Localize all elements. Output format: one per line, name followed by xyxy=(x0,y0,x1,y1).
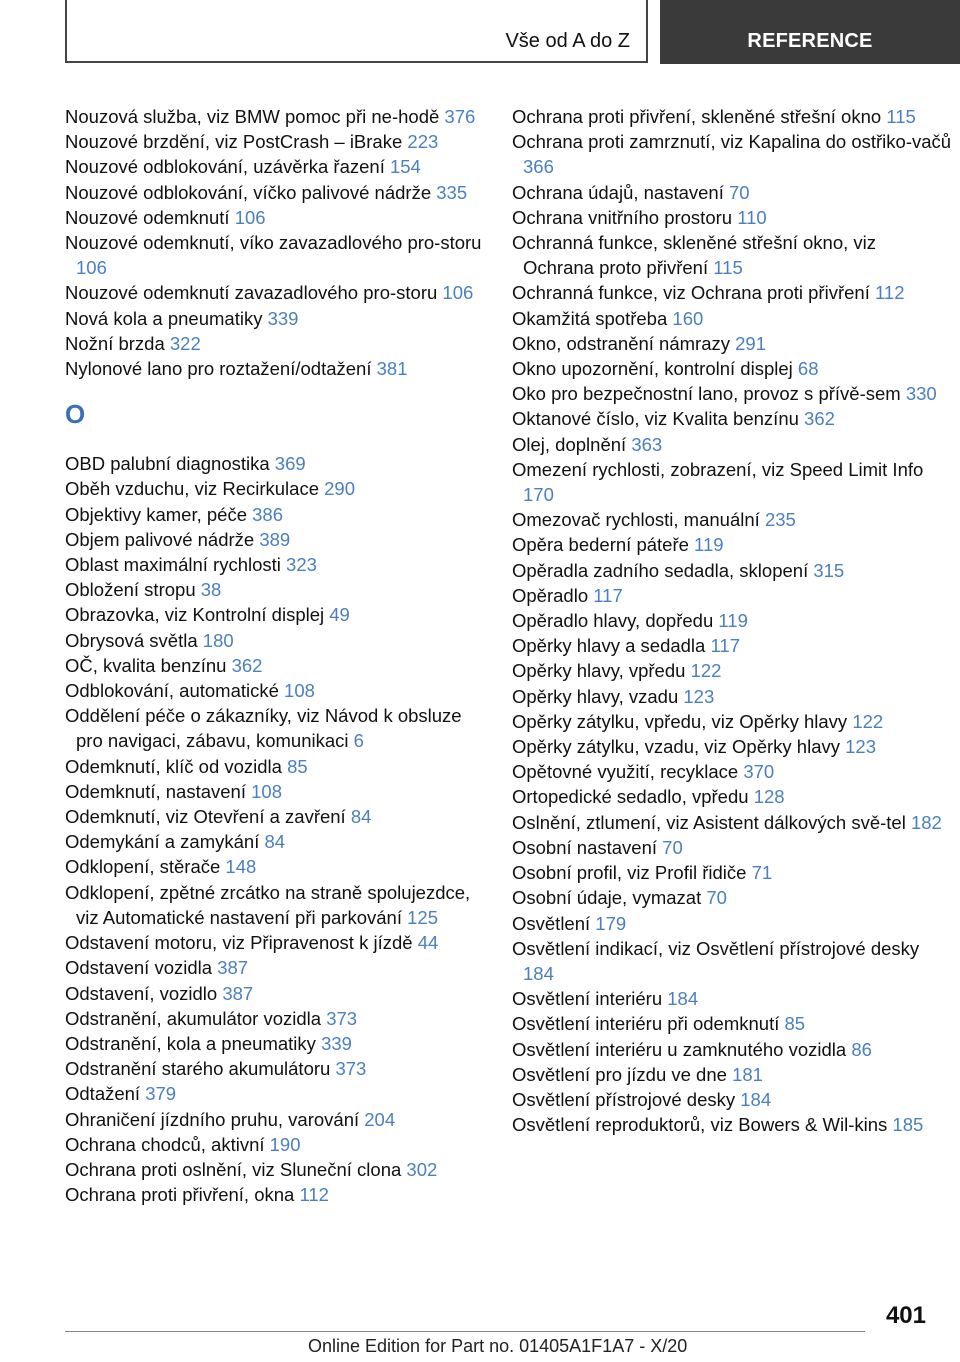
index-entry xyxy=(512,457,952,507)
index-entry xyxy=(65,1182,490,1207)
index-entry xyxy=(512,558,952,583)
index-entry xyxy=(512,986,952,1011)
index-entry-page-link[interactable]: 154 xyxy=(389,156,421,178)
index-entry xyxy=(65,930,490,955)
index-entry xyxy=(512,784,952,809)
index-entry-page-link[interactable]: 122 xyxy=(690,660,722,682)
index-entry-page-link[interactable]: 84 xyxy=(264,831,286,853)
index-entry-term: Odklopení, zpětné zrcátko na straně spolujezdce, viz Automatické nastavení při parkování xyxy=(65,881,471,928)
index-entry-term: Odblokování, automatické xyxy=(65,680,279,702)
index-entry xyxy=(65,1056,490,1081)
index-entry xyxy=(65,1006,490,1031)
index-entry-page-link[interactable]: 49 xyxy=(329,604,350,626)
index-entry xyxy=(65,1107,490,1132)
index-entry xyxy=(512,406,952,431)
index-entry-page-link[interactable]: 322 xyxy=(169,332,201,354)
index-entry-term: Oběh vzduchu, viz Recirkulace xyxy=(65,478,319,500)
index-entry-page-link[interactable]: 190 xyxy=(269,1133,301,1155)
index-entry-page-link[interactable]: 179 xyxy=(595,912,627,934)
index-entry-term: OČ, kvalita benzínu xyxy=(65,654,227,676)
footer-divider xyxy=(65,1331,865,1332)
index-entry-term: Ochrana proti přivření, skleněné střešní okno xyxy=(512,106,882,127)
index-entry-term: Osvětlení interiéru xyxy=(512,988,663,1010)
index-entry-page-link[interactable]: 115 xyxy=(886,106,916,127)
index-entry-page-link[interactable]: 108 xyxy=(251,780,283,802)
index-entry-page-link[interactable]: 184 xyxy=(740,1088,772,1110)
index-entry xyxy=(65,1081,490,1106)
index-entry-page-link[interactable]: 6 xyxy=(353,730,364,752)
header-section-box xyxy=(65,0,648,63)
index-entry xyxy=(65,829,490,854)
index-entry-page-link[interactable]: 85 xyxy=(287,755,308,777)
index-entry-page-link[interactable]: 339 xyxy=(321,1032,352,1054)
index-entry xyxy=(65,577,490,602)
index-entry-page-link[interactable]: 185 xyxy=(892,1114,924,1136)
index-entry-term: Osvětlení xyxy=(512,912,591,934)
index-entry-term: Opěrky zátylku, vpředu, viz Opěrky hlavy xyxy=(512,710,848,732)
index-entry-term: Ochrana proti přivření, okna xyxy=(65,1184,295,1206)
index-entry-term: Obrysová světla xyxy=(65,629,198,651)
index-entry-term: Nouzové odemknutí, víko zavazadlového pro-storu xyxy=(65,232,482,254)
index-entry xyxy=(512,356,952,381)
index-entry-page-link[interactable]: 106 xyxy=(234,206,266,228)
index-entry xyxy=(65,502,490,527)
index-entry-term: Opěra bederní páteře xyxy=(512,534,689,556)
index-entry-page-link[interactable]: 290 xyxy=(324,478,355,500)
index-entry xyxy=(512,381,952,406)
index-entry-page-link[interactable]: 84 xyxy=(350,806,372,828)
index-entry xyxy=(512,1011,952,1036)
index-entry-term: Odstranění, kola a pneumatiky xyxy=(65,1032,316,1054)
index-entry xyxy=(65,1031,490,1056)
index-entry xyxy=(65,331,490,356)
index-entry-page-link[interactable]: 315 xyxy=(813,559,845,581)
index-entry-page-link[interactable]: 339 xyxy=(267,307,299,329)
index-entry-page-link[interactable]: 112 xyxy=(299,1184,329,1206)
index-entry xyxy=(512,129,952,179)
index-entry xyxy=(512,507,952,532)
index-entry-page-link[interactable]: 128 xyxy=(753,786,785,808)
index-column-right xyxy=(512,104,952,1137)
index-entry xyxy=(65,306,490,331)
index-entry-page-link[interactable]: 70 xyxy=(729,181,750,203)
index-entry xyxy=(512,709,952,734)
index-entry xyxy=(512,180,952,205)
index-entry xyxy=(512,532,952,557)
index-entry-page-link[interactable]: 223 xyxy=(407,131,439,153)
index-entry-term: Okamžitá spotřeba xyxy=(512,307,668,329)
index-entry-term: Oko pro bezpečnostní lano, provoz s přívě-sem xyxy=(512,383,901,405)
index-entry xyxy=(65,527,490,552)
index-entry xyxy=(512,835,952,860)
index-entry-term: OBD palubní diagnostika xyxy=(65,453,270,475)
index-entry-page-link[interactable]: 86 xyxy=(851,1038,872,1060)
index-entry-term: Nouzové odemknutí zavazadlového pro-storu xyxy=(65,282,438,304)
index-entry xyxy=(512,810,952,835)
index-entry-page-link[interactable]: 180 xyxy=(202,629,234,651)
index-entry-page-link[interactable]: 369 xyxy=(274,453,306,475)
index-entry-term: Nouzová služba, viz BMW pomoc při ne-hodě xyxy=(65,106,440,127)
index-entry-page-link[interactable]: 387 xyxy=(222,982,254,1004)
index-entry-page-link[interactable]: 110 xyxy=(737,206,767,228)
index-entry-term: Obložení stropu xyxy=(65,579,196,601)
index-entry-page-link[interactable]: 379 xyxy=(145,1083,177,1105)
index-entry-page-link[interactable]: 373 xyxy=(326,1007,358,1029)
index-entry xyxy=(512,1112,952,1137)
index-entry-term: Oktanové číslo, viz Kvalita benzínu xyxy=(512,408,799,430)
index-entry-page-link[interactable]: 160 xyxy=(672,307,704,329)
index-entry-page-link[interactable]: 44 xyxy=(417,932,439,954)
index-entry xyxy=(65,476,490,501)
index-entry-term: Odstavení motoru, viz Připravenost k jízdě xyxy=(65,932,413,954)
index-entry-page-link[interactable]: 235 xyxy=(764,509,796,531)
index-entry-term: Odemknutí, viz Otevření a zavření xyxy=(65,806,346,828)
index-column-left xyxy=(65,104,490,1207)
index-entry xyxy=(512,205,952,230)
index-entry xyxy=(65,104,490,129)
index-entry-page-link[interactable]: 85 xyxy=(784,1013,806,1035)
index-entry xyxy=(512,759,952,784)
index-entry-term: Opěrky hlavy a sedadla xyxy=(512,635,706,657)
index-entry-term: Olej, doplnění xyxy=(512,433,627,455)
index-entry-term: Nová kola a pneumatiky xyxy=(65,307,263,329)
index-entry-term: Ochrana proti oslnění, viz Sluneční clona xyxy=(65,1158,402,1180)
index-entry xyxy=(65,703,490,753)
index-entry-term: Osobní údaje, vymazat xyxy=(512,887,702,909)
index-entry-page-link[interactable]: 181 xyxy=(732,1063,763,1085)
index-entry-term: Odstavení vozidla xyxy=(65,957,213,979)
index-entry-page-link[interactable]: 182 xyxy=(910,811,942,833)
index-entry-term: Osvětlení reproduktorů, viz Bowers & Wil-kins xyxy=(512,1114,888,1136)
index-entry xyxy=(65,230,490,280)
index-entry-term: Objem palivové nádrže xyxy=(65,528,255,550)
index-entry xyxy=(65,854,490,879)
index-entry-page-link[interactable]: 381 xyxy=(376,358,408,380)
index-entry-term: Osvětlení pro jízdu ve dne xyxy=(512,1063,727,1085)
index-entry-page-link[interactable]: 148 xyxy=(225,856,257,878)
index-entry xyxy=(512,633,952,658)
index-entry xyxy=(65,602,490,627)
index-entry-page-link[interactable]: 170 xyxy=(523,484,554,506)
index-entry-term: Opěrky zátylku, vzadu, viz Opěrky hlavy xyxy=(512,736,840,758)
index-entry-page-link[interactable]: 123 xyxy=(683,685,715,707)
index-entry-term: Oblast maximální rychlosti xyxy=(65,554,281,576)
index-entry-term: Oslnění, ztlumení, viz Asistent dálkových svě-tel xyxy=(512,811,906,833)
index-entry xyxy=(65,779,490,804)
index-entry-term: Opěrky hlavy, vpředu xyxy=(512,660,686,682)
index-entry xyxy=(65,451,490,476)
index-entry-term: Ohraničení jízdního pruhu, varování xyxy=(65,1108,360,1130)
index-entry-page-link[interactable]: 108 xyxy=(284,680,315,702)
index-section-letter: O xyxy=(65,399,86,430)
index-entry xyxy=(512,230,952,280)
index-entry-term: Odstranění starého akumulátoru xyxy=(65,1058,331,1080)
index-entry xyxy=(512,1037,952,1062)
index-entry xyxy=(512,306,952,331)
index-entry xyxy=(512,658,952,683)
header-section-title: Vše od A do Z xyxy=(505,30,630,52)
index-entry xyxy=(512,608,952,633)
index-entry xyxy=(512,104,952,129)
index-entry-page-link[interactable]: 68 xyxy=(797,358,819,380)
index-entry-term: Nouzové odblokování, uzávěrka řazení xyxy=(65,156,385,178)
index-entry xyxy=(65,653,490,678)
index-entry-term: Opětovné využití, recyklace xyxy=(512,761,739,783)
index-entry-page-link[interactable]: 184 xyxy=(523,962,554,984)
index-entry-page-link[interactable]: 362 xyxy=(231,654,263,676)
index-entry xyxy=(65,1157,490,1182)
index-entry-term: Opěrky hlavy, vzadu xyxy=(512,685,679,707)
index-entry-page-link[interactable]: 71 xyxy=(751,862,773,884)
index-entry xyxy=(512,432,952,457)
index-entry-page-link[interactable]: 38 xyxy=(200,579,222,601)
index-entry-page-link[interactable]: 362 xyxy=(804,408,835,430)
index-group-o xyxy=(65,451,490,1207)
index-entry xyxy=(65,552,490,577)
index-entry xyxy=(65,880,490,930)
footer-edition: Online Edition for Part no. 01405A1F1A7 - X/20 xyxy=(308,1336,688,1356)
index-entry-term: Osobní profil, viz Profil řidiče xyxy=(512,862,747,884)
index-entry xyxy=(512,885,952,910)
index-entry-term: Odtažení xyxy=(65,1083,141,1105)
index-entry-term: Nouzové brzdění, viz PostCrash – iBrake xyxy=(65,131,403,153)
index-entry-term: Ochrana vnitřního prostoru xyxy=(512,206,733,228)
index-entry-term: Odemknutí, nastavení xyxy=(65,780,246,802)
index-entry xyxy=(65,955,490,980)
index-entry-term: Obrazovka, viz Kontrolní displej xyxy=(65,604,325,626)
index-entry xyxy=(65,1132,490,1157)
index-entry-term: Osvětlení indikací, viz Osvětlení přístrojové desky xyxy=(512,937,920,959)
index-entry xyxy=(65,678,490,703)
index-entry xyxy=(512,860,952,885)
index-entry-page-link[interactable]: 335 xyxy=(436,181,468,203)
index-entry-page-link[interactable]: 291 xyxy=(735,332,767,354)
index-entry xyxy=(512,936,952,986)
index-entry-page-link[interactable]: 125 xyxy=(407,906,438,928)
index-entry-page-link[interactable]: 389 xyxy=(259,528,291,550)
index-entry xyxy=(512,684,952,709)
index-entry-page-link[interactable]: 376 xyxy=(444,106,476,127)
index-entry xyxy=(512,911,952,936)
index-entry xyxy=(65,804,490,829)
index-entry-page-link[interactable]: 386 xyxy=(252,503,284,525)
index-entry-term: Nouzové odemknutí xyxy=(65,206,230,228)
index-entry-page-link[interactable]: 106 xyxy=(76,257,107,279)
index-entry-term: Omezení rychlosti, zobrazení, viz Speed Limit Info xyxy=(512,458,924,480)
index-entry-term: Osobní nastavení xyxy=(512,836,658,858)
index-entry-term: Odklopení, stěrače xyxy=(65,856,221,878)
index-entry-term: Odemykání a zamykání xyxy=(65,831,260,853)
index-entry xyxy=(65,129,490,154)
index-entry xyxy=(512,734,952,759)
index-entry-page-link[interactable]: 122 xyxy=(852,710,884,732)
index-entry xyxy=(512,583,952,608)
index-entry-page-link[interactable]: 106 xyxy=(442,282,474,304)
index-entry-term: Opěradlo hlavy, dopředu xyxy=(512,610,714,632)
index-entry-page-link[interactable]: 70 xyxy=(706,887,727,909)
index-entry-term: Okno, odstranění námrazy xyxy=(512,332,730,354)
index-entry-term: Odstavení, vozidlo xyxy=(65,982,218,1004)
index-entry-term: Odemknutí, klíč od vozidla xyxy=(65,755,282,777)
index-entry-page-link[interactable]: 119 xyxy=(694,534,724,556)
index-entry-page-link[interactable]: 363 xyxy=(631,433,663,455)
index-entry-term: Ortopedické sedadlo, vpředu xyxy=(512,786,749,808)
index-entry-page-link[interactable]: 366 xyxy=(523,156,554,178)
index-entry-term: Nouzové odblokování, víčko palivové nádrže xyxy=(65,181,432,203)
index-entry-page-link[interactable]: 204 xyxy=(364,1108,396,1130)
index-entry-page-link[interactable]: 184 xyxy=(667,988,699,1010)
index-entry xyxy=(65,356,490,381)
index-entry-term: Ochranná funkce, skleněné střešní okno, viz Ochrana proto přivření xyxy=(512,232,877,279)
index-entry-term: Ochrana proti zamrznutí, viz Kapalina do ostřiko-vačů xyxy=(512,131,952,153)
index-group-o-continued xyxy=(512,104,952,1137)
index-entry-page-link[interactable]: 70 xyxy=(662,836,683,858)
index-entry-term: Ochranná funkce, viz Ochrana proti přivření xyxy=(512,282,870,304)
index-entry-page-link[interactable]: 117 xyxy=(710,635,740,657)
index-entry-term: Ochrana chodců, aktivní xyxy=(65,1133,265,1155)
index-entry-page-link[interactable]: 115 xyxy=(713,257,743,279)
index-entry-term: Osvětlení interiéru při odemknutí xyxy=(512,1013,780,1035)
page-number: 401 xyxy=(885,1302,926,1329)
index-entry xyxy=(65,754,490,779)
index-entry-term: Objektivy kamer, péče xyxy=(65,503,247,525)
index-entry xyxy=(512,1087,952,1112)
index-entry-term: Opěradlo xyxy=(512,584,589,606)
index-entry-page-link[interactable]: 112 xyxy=(874,282,905,304)
index-entry xyxy=(65,981,490,1006)
index-entry-term: Odstranění, akumulátor vozidla xyxy=(65,1007,322,1029)
index-entry xyxy=(512,280,952,305)
index-entry-term: Omezovač rychlosti, manuální xyxy=(512,509,760,531)
header-chapter-title: REFERENCE xyxy=(747,30,873,52)
index-entry-page-link[interactable]: 370 xyxy=(743,761,775,783)
index-entry-page-link[interactable]: 123 xyxy=(845,736,876,758)
index-entry-page-link[interactable]: 117 xyxy=(593,584,623,606)
index-entry-page-link[interactable]: 330 xyxy=(905,383,937,405)
index-entry-term: Nylonové lano pro roztažení/odtažení xyxy=(65,358,372,380)
index-entry-term: Osvětlení přístrojové desky xyxy=(512,1088,736,1110)
index-entry-term: Osvětlení interiéru u zamknutého vozidla xyxy=(512,1038,847,1060)
index-entry-term: Ochrana údajů, nastavení xyxy=(512,181,724,203)
index-entry xyxy=(65,154,490,179)
index-entry xyxy=(65,280,490,305)
index-entry-page-link[interactable]: 302 xyxy=(406,1158,438,1180)
header-chapter-tab[interactable] xyxy=(660,0,960,64)
index-entry xyxy=(65,628,490,653)
index-group-n xyxy=(65,104,490,381)
index-entry-page-link[interactable]: 373 xyxy=(335,1058,367,1080)
index-entry-page-link[interactable]: 387 xyxy=(217,957,249,979)
index-entry-term: Opěradla zadního sedadla, sklopení xyxy=(512,559,809,581)
index-entry xyxy=(512,1062,952,1087)
index-entry-term: Oddělení péče o zákazníky, viz Návod k obsluze pro navigaci, zábavu, komunikaci xyxy=(65,705,462,752)
index-entry-page-link[interactable]: 119 xyxy=(718,610,748,632)
index-entry xyxy=(512,331,952,356)
index-entry xyxy=(65,180,490,205)
index-entry-term: Nožní brzda xyxy=(65,332,165,354)
index-entry-page-link[interactable]: 323 xyxy=(286,554,317,576)
index-entry-term: Okno upozornění, kontrolní displej xyxy=(512,358,793,380)
index-entry xyxy=(65,205,490,230)
